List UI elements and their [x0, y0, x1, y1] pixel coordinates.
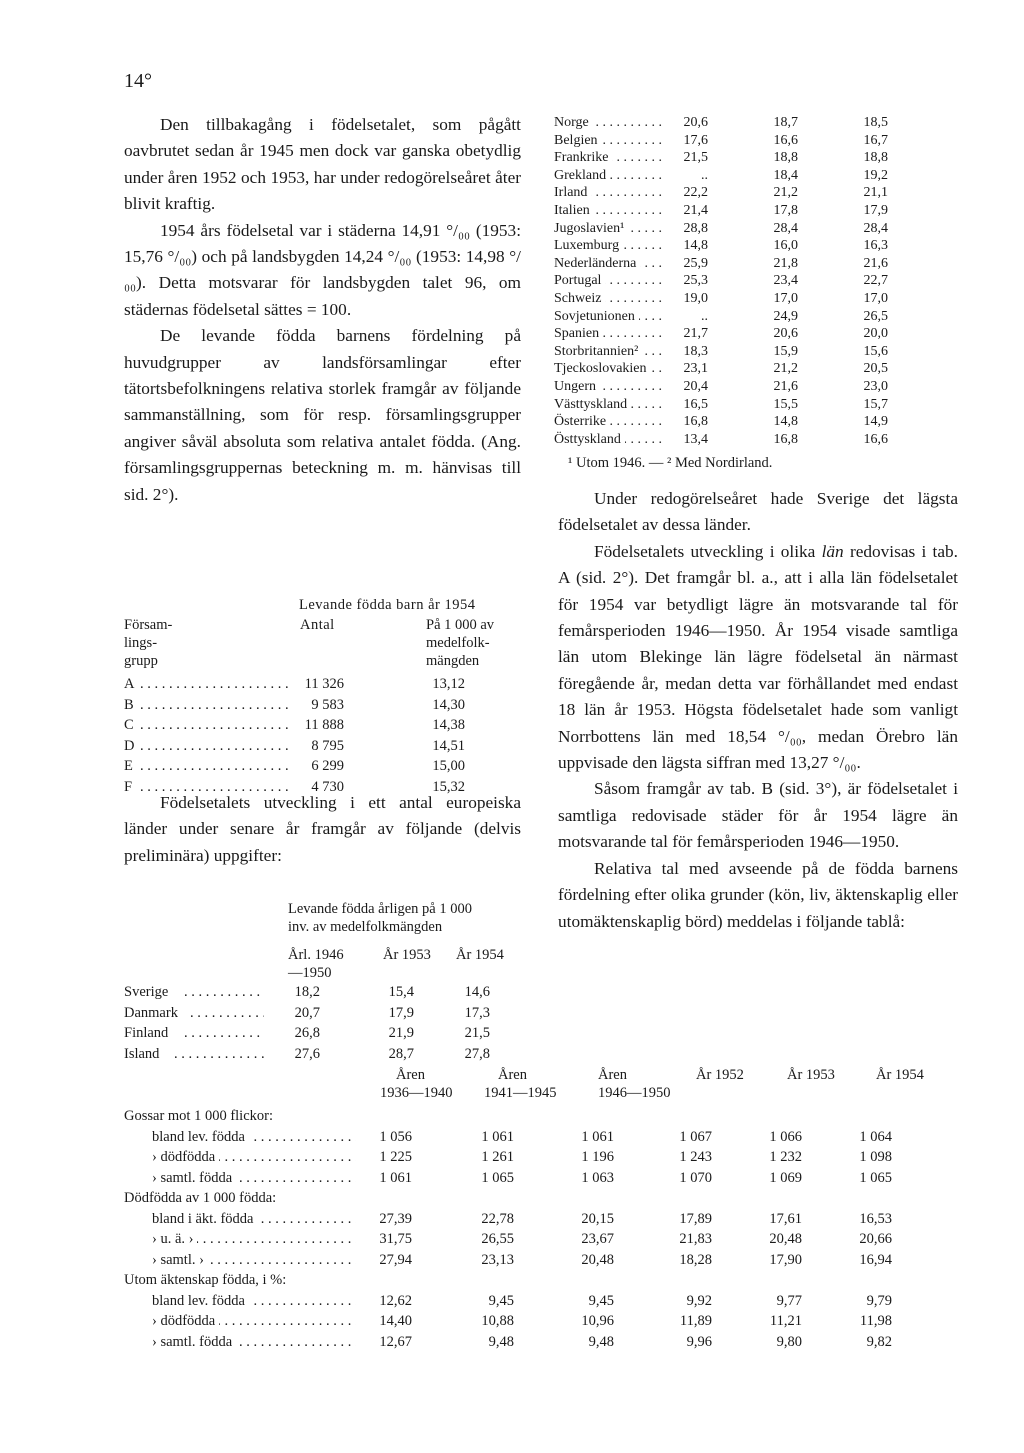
- row-label: Utom äktenskap födda, i %:: [124, 1270, 290, 1291]
- value-1953: 24,9: [773, 308, 798, 324]
- value-1953: 16,6: [773, 132, 798, 148]
- value-1954: 23,0: [863, 379, 888, 394]
- table-row: [124, 1291, 964, 1311]
- table-row: [124, 736, 524, 756]
- table-title: Levande födda barn år 1954: [299, 597, 476, 613]
- country-name: Frankrike: [554, 149, 612, 167]
- row-value: 16,53: [859, 1210, 892, 1227]
- row-value: 11,21: [769, 1313, 802, 1329]
- value-1953: 21,2: [773, 185, 798, 201]
- table-row: [554, 290, 934, 308]
- value-1954: 21,1: [863, 185, 888, 201]
- row-label: › samtl. födda: [152, 1168, 236, 1189]
- country-name: Irland: [554, 184, 591, 202]
- row-value: 22,78: [481, 1210, 514, 1227]
- row-value: 9,82: [866, 1333, 892, 1350]
- row-value: 20,15: [581, 1210, 614, 1227]
- value-1954: 21,5: [464, 1025, 490, 1041]
- table-row: [554, 378, 934, 396]
- value-1953: 17,9: [388, 1004, 414, 1021]
- value-1946-50: 21,5: [662, 149, 708, 167]
- value-1953: 17,0: [773, 291, 798, 306]
- row-value: 1 243: [679, 1149, 712, 1165]
- value-1946-50: 13,4: [662, 431, 708, 449]
- value-1953: 18,4: [773, 167, 798, 183]
- leader-dots: [140, 736, 290, 757]
- col-header-1946-50: Årl. 1946: [288, 947, 344, 963]
- row-value: 17,90: [769, 1251, 802, 1268]
- leader-dots: [174, 1044, 264, 1065]
- col-header-1941-45: Åren: [498, 1067, 527, 1083]
- nordic-table: [124, 900, 524, 1060]
- table-row: [554, 343, 934, 361]
- row-value: 18,28: [679, 1251, 712, 1268]
- table-row: [124, 695, 524, 715]
- value-1953: 21,8: [773, 255, 798, 271]
- paragraph-decline: Den tillbakagång i födelsetalet, som pågått oavbrutet sedan år 1945 men dock var ganska obetydlig under åren 1952 och 1953, har under redogörelseåret åter blivit kraftig.: [124, 115, 521, 214]
- paragraph-birthrate-1954: 1954 års födelsetal var i städerna 14,91 °/₀₀ (1953: 15,76 °/₀₀) och på landsbygden 14,24 °/₀₀ (1953: 14,98 °/₀₀). Detta motsvarar för landsbygden talet 96, om städernas födelsetal sättes = 100.: [124, 220, 521, 319]
- value-1954: 19,2: [863, 167, 888, 183]
- leader-dots: [140, 674, 290, 695]
- row-label: Dödfödda av 1 000 födda:: [124, 1188, 280, 1209]
- country-name: Jugoslavien¹: [554, 220, 628, 238]
- value-1954: 15,6: [863, 343, 888, 359]
- value-1946-50: 17,6: [662, 132, 708, 150]
- footnote: ¹ Utom 1946. — ² Med Nordirland.: [568, 455, 773, 471]
- row-value: 1 067: [679, 1128, 712, 1145]
- row-value: 17,61: [769, 1210, 802, 1227]
- paragraph-europe-intro: Födelsetalets utveckling i ett antal europeiska länder under senare år framgår av följande (delvis preliminära) uppgifter:: [124, 793, 521, 865]
- group-count: 9 583: [311, 696, 344, 713]
- col-header-1953: År 1953: [787, 1067, 835, 1083]
- row-value: 9,79: [866, 1292, 892, 1309]
- country-name: Nederländerna: [554, 255, 640, 273]
- col-header-group: grupp: [124, 653, 158, 669]
- group-count: 11 888: [304, 717, 344, 733]
- value-1954: 17,9: [863, 203, 888, 218]
- row-value: 1 196: [581, 1149, 614, 1165]
- value-1946-50: 20,7: [294, 1004, 320, 1021]
- row-value: 14,40: [379, 1313, 412, 1329]
- country-name: Norge: [554, 114, 593, 132]
- table-title: inv. av medelfolkmängden: [288, 919, 443, 935]
- table-row: [124, 1003, 524, 1023]
- col-header-rate: medelfolk-: [426, 635, 490, 651]
- table-row: [124, 756, 524, 776]
- group-rate: 14,38: [432, 717, 465, 733]
- value-1954: 14,9: [863, 414, 888, 430]
- row-value: 16,94: [859, 1251, 892, 1268]
- table-row: [124, 1044, 524, 1064]
- group-count: 8 795: [311, 737, 344, 754]
- country-name: Östtyskland: [554, 431, 625, 449]
- section-heading: [124, 1106, 964, 1126]
- value-1953: 14,8: [773, 414, 798, 430]
- country-name: Tjeckoslovakien: [554, 360, 651, 378]
- row-value: 20,48: [581, 1251, 614, 1268]
- value-1946-50: 25,9: [662, 255, 708, 273]
- table-row: [124, 1147, 964, 1167]
- col-header-rate: mängden: [426, 653, 480, 669]
- value-1954: 20,5: [863, 361, 888, 377]
- value-1954: 18,5: [863, 115, 888, 130]
- value-1954: 18,8: [863, 150, 888, 166]
- value-1954: 14,6: [464, 984, 490, 1000]
- row-value: 27,39: [379, 1210, 412, 1227]
- country-name: Ungern: [554, 378, 600, 396]
- country-name: Finland: [124, 1025, 169, 1041]
- value-1946-50: ..: [662, 167, 708, 185]
- row-value: 1 066: [769, 1128, 802, 1145]
- row-value: 9,45: [488, 1292, 514, 1309]
- value-1946-50: 16,5: [662, 396, 708, 414]
- group-label: A: [124, 676, 135, 692]
- value-1946-50: 21,7: [662, 325, 708, 343]
- group-rate: 15,00: [432, 758, 465, 774]
- group-label: C: [124, 717, 134, 733]
- row-value: 1 061: [581, 1128, 614, 1145]
- value-1954: 16,7: [863, 132, 888, 148]
- table-row: [554, 308, 934, 326]
- table-row: [554, 149, 934, 167]
- value-1954: 16,3: [863, 238, 888, 254]
- value-1953: 18,8: [773, 150, 798, 166]
- row-value: 9,80: [776, 1333, 802, 1350]
- row-value: 11,98: [859, 1313, 892, 1329]
- value-1954: 20,0: [863, 326, 888, 342]
- value-1954: 22,7: [863, 273, 888, 289]
- col-header-group: lings-: [124, 635, 158, 651]
- row-value: 26,55: [481, 1231, 514, 1247]
- row-label: › u. ä. ›: [152, 1229, 197, 1250]
- table-row: [124, 674, 524, 694]
- table-row: [124, 1332, 964, 1352]
- value-1953: 15,9: [773, 343, 798, 359]
- value-1946-50: 25,3: [662, 272, 708, 290]
- value-1946-50: 27,6: [294, 1045, 320, 1062]
- row-value: 1 061: [379, 1169, 412, 1186]
- value-1953: 15,5: [773, 396, 798, 412]
- col-header-1941-45: 1941—1945: [484, 1085, 557, 1101]
- row-value: 1 065: [859, 1169, 892, 1186]
- col-header-rate: På 1 000 av: [426, 617, 495, 633]
- value-1946-50: ..: [662, 308, 708, 326]
- paragraph-distribution: De levande födda barnens fördelning på huvudgrupper av landsförsamlingar efter tätortsbefolkningens relativa storlek framgår av följande sammanställning, som för resp. församlingsgrupper angiver såväl absoluta som relativa antalet födda. (Ang. församlingsgruppernas beteckning m. m. hänvisas till sid. 2°).: [124, 326, 521, 504]
- col-header-1952: År 1952: [696, 1067, 744, 1083]
- table-row: [554, 325, 934, 343]
- row-value: 31,75: [379, 1231, 412, 1247]
- country-name: Storbritannien²: [554, 343, 642, 361]
- row-value: 1 063: [581, 1169, 614, 1186]
- value-1946-50: 22,2: [662, 184, 708, 202]
- row-label: › dödfödda: [152, 1311, 219, 1332]
- table-row: [554, 202, 934, 220]
- value-1954: 16,6: [863, 431, 888, 447]
- value-1953: 20,6: [773, 326, 798, 342]
- row-value: 1 070: [679, 1169, 712, 1186]
- value-1946-50: 18,3: [662, 343, 708, 361]
- page-number: 14°: [124, 70, 152, 92]
- table-row: [554, 413, 934, 431]
- col-header-group: Försam-: [124, 617, 173, 633]
- country-name: Portugal: [554, 272, 605, 290]
- value-1946-50: 20,6: [662, 114, 708, 132]
- value-1946-50: 20,4: [662, 378, 708, 396]
- value-1946-50: 26,8: [294, 1025, 320, 1041]
- value-1946-50: 18,2: [294, 984, 320, 1000]
- leader-dots: [140, 715, 290, 736]
- row-value: 23,67: [581, 1231, 614, 1247]
- value-1946-50: 21,4: [662, 202, 708, 220]
- group-label: B: [124, 696, 134, 713]
- value-1953: 28,7: [388, 1045, 414, 1062]
- leader-dots: [184, 1023, 264, 1044]
- group-count: 11 326: [304, 676, 344, 692]
- value-1954: 26,5: [863, 308, 888, 324]
- row-label: bland lev. födda: [152, 1291, 249, 1312]
- value-1954: 17,0: [863, 291, 888, 306]
- col-header-1936-40: 1936—1940: [380, 1085, 453, 1101]
- group-count: 6 299: [311, 758, 344, 774]
- table-row: [554, 431, 934, 449]
- col-header-1954: År 1954: [876, 1067, 924, 1083]
- row-value: 9,92: [686, 1292, 712, 1309]
- right-column: [558, 486, 958, 935]
- row-label: bland i äkt. födda: [152, 1209, 257, 1230]
- table-row: [124, 1023, 524, 1043]
- group-rate: 14,51: [432, 737, 465, 754]
- row-value: 9,77: [776, 1292, 802, 1309]
- table-row: [124, 1168, 964, 1188]
- country-name: Luxemburg: [554, 237, 623, 255]
- leader-dots: [140, 756, 290, 777]
- table-row: [554, 132, 934, 150]
- paragraph-relative: Relativa tal med avseende på de födda barnens fördelning efter olika grunder (kön, liv, äktenskaplig eller utomäktenskaplig börd) meddelas i följande tablå:: [558, 858, 958, 931]
- value-1946-50: 28,8: [662, 220, 708, 238]
- row-value: 11,89: [679, 1313, 712, 1329]
- row-label: › samtl. födda: [152, 1332, 236, 1353]
- country-name: Sovjetunionen: [554, 308, 639, 326]
- value-1953: 16,0: [773, 238, 798, 254]
- row-value: 12,67: [379, 1333, 412, 1350]
- row-value: 21,83: [679, 1231, 712, 1247]
- value-1953: 21,2: [773, 361, 798, 377]
- value-1954: 17,3: [464, 1004, 490, 1021]
- country-name: Danmark: [124, 1004, 178, 1021]
- row-value: 1 065: [481, 1169, 514, 1186]
- value-1946-50: 16,8: [662, 413, 708, 431]
- row-value: 1 064: [859, 1128, 892, 1145]
- col-header-1946-50: —1950: [288, 965, 332, 981]
- row-value: 23,13: [481, 1251, 514, 1268]
- row-value: 1 069: [769, 1169, 802, 1186]
- value-1953: 17,8: [773, 203, 798, 218]
- row-value: 20,66: [859, 1231, 892, 1247]
- country-name: Belgien: [554, 132, 602, 150]
- row-label: bland lev. födda: [152, 1127, 249, 1148]
- table-row: [124, 1127, 964, 1147]
- col-header-1953: År 1953: [383, 947, 431, 963]
- left-column: [124, 112, 521, 508]
- row-value: 9,48: [588, 1333, 614, 1350]
- col-header-1946-50: 1946—1950: [598, 1085, 671, 1101]
- leader-dots: [190, 1003, 264, 1024]
- row-value: 12,62: [379, 1292, 412, 1309]
- value-1954: 27,8: [464, 1045, 490, 1062]
- group-rate: 15,32: [432, 778, 465, 795]
- table-row: [554, 167, 934, 185]
- country-name: Grekland: [554, 167, 610, 185]
- country-name: Island: [124, 1045, 160, 1062]
- parish-group-table: [124, 596, 524, 806]
- value-1954: 21,6: [863, 255, 888, 271]
- row-value: 1 056: [379, 1128, 412, 1145]
- country-name: Sverige: [124, 984, 169, 1000]
- table-row: [554, 255, 934, 273]
- group-label: E: [124, 758, 133, 774]
- row-label: › dödfödda: [152, 1147, 219, 1168]
- row-value: 17,89: [679, 1210, 712, 1227]
- row-value: 9,96: [686, 1333, 712, 1350]
- row-label: Gossar mot 1 000 flickor:: [124, 1106, 277, 1127]
- value-1953: 15,4: [388, 984, 414, 1000]
- group-label: D: [124, 737, 135, 754]
- row-value: 1 261: [481, 1149, 514, 1165]
- paragraph-cities: Såsom framgår av tab. B (sid. 3°), är födelsetalet i samtliga redovisade städer för år 1954 lägre än motsvarande tal för femårsperioden 1946—1950.: [558, 779, 958, 852]
- relative-figures-table: [124, 1066, 964, 1350]
- group-count: 4 730: [311, 778, 344, 795]
- country-name: Spanien: [554, 325, 603, 343]
- value-1953: 23,4: [773, 273, 798, 289]
- country-name: Schweiz: [554, 290, 605, 308]
- group-rate: 14,30: [432, 696, 465, 713]
- table-row: [124, 715, 524, 735]
- row-value: 27,94: [379, 1251, 412, 1268]
- section-heading: [124, 1270, 964, 1290]
- row-value: 10,88: [481, 1313, 514, 1329]
- table-row: [554, 272, 934, 290]
- row-value: 10,96: [581, 1313, 614, 1329]
- value-1953: 28,4: [773, 220, 798, 236]
- value-1953: 18,7: [773, 115, 798, 130]
- paragraph-counties: Födelsetalets utveckling i olika län redovisas i tab. A (sid. 2°). Det framgår bl. a., att i alla län födelsetalet för 1954 var betydligt lägre än motsvarande tal för femårsperioden 1946—1950. År 1954 visade samtliga län utom Blekinge län lägre födelsetal än närmast föregående år, medan detta var förhållandet med endast 18 län år 1953. Högsta födelsetalet hade som vanligt Norrbottens län med 18,54 °/₀₀, medan Örebro län uppvisade den lägsta siffran med 13,27 °/₀₀.: [558, 541, 958, 773]
- row-value: 9,48: [488, 1333, 514, 1350]
- row-label: › samtl. ›: [152, 1250, 208, 1271]
- value-1954: 28,4: [863, 220, 888, 236]
- table-row: [554, 184, 934, 202]
- value-1946-50: 14,8: [662, 237, 708, 255]
- europe-table: [554, 114, 934, 474]
- value-1953: 16,8: [773, 431, 798, 447]
- table-row: [554, 114, 934, 132]
- table-row: [124, 1209, 964, 1229]
- col-header-count: Antal: [300, 617, 335, 633]
- row-value: 1 232: [769, 1149, 802, 1165]
- value-1953: 21,6: [773, 379, 798, 394]
- country-name: Västtyskland: [554, 396, 631, 414]
- leader-dots: [140, 695, 290, 716]
- row-value: 1 098: [859, 1149, 892, 1165]
- value-1946-50: 19,0: [662, 290, 708, 308]
- table-row: [124, 982, 524, 1002]
- table-row: [124, 1250, 964, 1270]
- row-value: 9,45: [588, 1292, 614, 1309]
- left-column-bottom: [124, 790, 521, 869]
- country-name: Italien: [554, 202, 594, 220]
- table-row: [124, 1311, 964, 1331]
- row-value: 1 225: [379, 1149, 412, 1165]
- col-header-1936-40: Åren: [396, 1067, 425, 1083]
- group-rate: 13,12: [432, 676, 465, 692]
- table-row: [124, 1229, 964, 1249]
- table-title: Levande födda årligen på 1 000: [288, 901, 472, 917]
- value-1954: 15,7: [863, 396, 888, 412]
- col-header-1946-50: Åren: [598, 1067, 627, 1083]
- table-row: [554, 220, 934, 238]
- country-name: Österrike: [554, 413, 610, 431]
- group-label: F: [124, 778, 133, 795]
- value-1953: 21,9: [388, 1025, 414, 1041]
- table-row: [554, 237, 934, 255]
- section-heading: [124, 1188, 964, 1208]
- row-value: 20,48: [769, 1231, 802, 1247]
- value-1946-50: 23,1: [662, 360, 708, 378]
- paragraph-sweden-lowest: Under redogörelseåret hade Sverige det lägsta födelsetalet av dessa länder.: [558, 489, 958, 535]
- table-row: [554, 360, 934, 378]
- table-row: [554, 396, 934, 414]
- col-header-1954: År 1954: [456, 947, 504, 963]
- row-value: 1 061: [481, 1128, 514, 1145]
- leader-dots: [184, 982, 264, 1003]
